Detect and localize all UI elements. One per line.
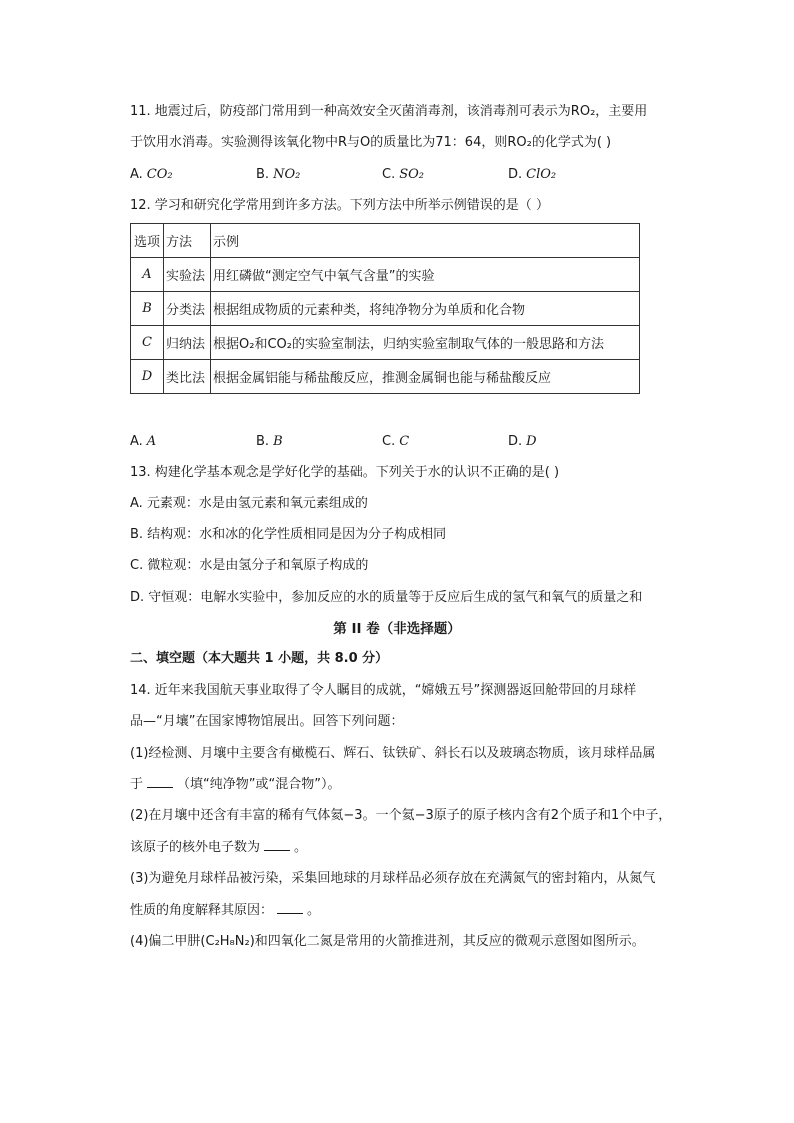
q13-option-b[interactable]: B. 结构观：水和冰的化学性质相同是因为分子构成相同: [130, 527, 447, 542]
table-cell-method: 分类法: [164, 292, 211, 326]
q13-option-d[interactable]: D. 守恒观：电解水实验中，参加反应的水的质量等于反应后生成的氢气和氧气的质量之和: [130, 590, 643, 605]
q14-part4-line1: (4)偏二甲肼(C₂H₈N₂)和四氧化二氮是常用的火箭推进剂，其反应的微观示意图如图所示。: [130, 934, 645, 949]
table-cell-option: A: [131, 258, 164, 292]
q13-option-c[interactable]: C. 微粒观：水是由氢分子和氧原子构成的: [130, 558, 369, 573]
q11-option-d[interactable]: D. ClO₂: [508, 167, 557, 182]
q11-option-c[interactable]: C. SO₂: [382, 167, 424, 182]
table-cell-example: 根据金属铝能与稀盐酸反应，推测金属铜也能与稀盐酸反应: [211, 360, 640, 394]
table-header-option: 选项: [131, 224, 164, 258]
table-header-example: 示例: [211, 224, 640, 258]
q12-option-b[interactable]: B. B: [256, 434, 283, 449]
table-cell-option: C: [131, 326, 164, 360]
q11-stem-line1: 11. 地震过后，防疫部门常用到一种高效安全灭菌消毒剂，该消毒剂可表示为RO₂，主要用: [130, 104, 648, 119]
q12-option-a[interactable]: A. A: [130, 434, 157, 449]
q14-part3-line2: [130, 901, 320, 921]
table-cell-method: 归纳法: [164, 326, 211, 360]
q14-part2-line1: (2)在月壤中还含有丰富的稀有气体氦−3。一个氦−3原子的原子核内含有2个质子和1个中子，: [130, 808, 672, 823]
q14-part3-answer-blank[interactable]: [277, 901, 303, 914]
q11-option-b[interactable]: B. NO₂: [256, 167, 301, 182]
q14-stem-line2: 品—“月壤”在国家博物馆展出。回答下列问题：: [130, 714, 404, 729]
q12-table: [130, 223, 640, 394]
q12-option-d[interactable]: D. D: [508, 434, 537, 449]
q14-part2-prefix: 该原子的核外电子数为: [130, 840, 261, 855]
q14-part1-line1: (1)经检测、月壤中主要含有橄榄石、辉石、钛铁矿、斜长石以及玻璃态物质，该月球样品属: [130, 746, 656, 761]
table-cell-example: 用红磷做“测定空气中氧气含量”的实验: [211, 258, 640, 292]
q14-part2-line2: [130, 838, 307, 858]
section-part-heading: 二、填空题（本大题共 1 小题，共 8.0 分）: [130, 651, 389, 666]
table-cell-example: 根据O₂和CO₂的实验室制法，归纳实验室制取气体的一般思路和方法: [211, 326, 640, 360]
q13-stem: 13. 构建化学基本观念是学好化学的基础。下列关于水的认识不正确的是( ): [130, 465, 560, 480]
table-row: [131, 258, 640, 292]
section-title: 第 II 卷（非选择题）: [333, 621, 461, 637]
table-row: [131, 326, 640, 360]
table-row: [131, 360, 640, 394]
q14-part3-line1: (3)为避免月球样品被污染，采集回地球的月球样品必须存放在充满氮气的密封箱内，从氮气: [130, 871, 656, 886]
q11-option-a[interactable]: A. CO₂: [130, 167, 173, 182]
q14-part3-suffix: 。: [307, 903, 321, 918]
q14-stem-line1: 14. 近年来我国航天事业取得了令人瞩目的成就，“嫦娥五号”探测器返回舱带回的月球样: [130, 683, 637, 698]
table-header-method: 方法: [164, 224, 211, 258]
q14-part3-prefix: 性质的角度解释其原因：: [130, 903, 274, 918]
q12-stem: 12. 学习和研究化学常用到许多方法。下列方法中所举示例错误的是（ ）: [130, 198, 549, 213]
q14-part1-prefix: 于: [130, 777, 144, 792]
q14-part2-answer-blank[interactable]: [264, 838, 290, 851]
q12-option-c[interactable]: C. C: [382, 434, 410, 449]
q13-option-a[interactable]: A. 元素观：水是由氢元素和氧元素组成的: [130, 496, 368, 511]
table-header-row: [131, 224, 640, 258]
q14-part1-suffix: （填“纯净物”或“混合物”）。: [177, 777, 341, 792]
table-cell-example: 根据组成物质的元素种类，将纯净物分为单质和化合物: [211, 292, 640, 326]
table-cell-method: 类比法: [164, 360, 211, 394]
q14-part2-suffix: 。: [294, 840, 308, 855]
table-cell-option: D: [131, 360, 164, 394]
q14-part1-answer-blank[interactable]: [147, 775, 173, 788]
table-cell-method: 实验法: [164, 258, 211, 292]
table-cell-option: B: [131, 292, 164, 326]
q14-part1-line2: [130, 775, 340, 795]
table-row: [131, 292, 640, 326]
q11-stem-line2: 于饮用水消毒。实验测得该氧化物中R与O的质量比为71：64，则RO₂的化学式为( ): [130, 135, 612, 150]
